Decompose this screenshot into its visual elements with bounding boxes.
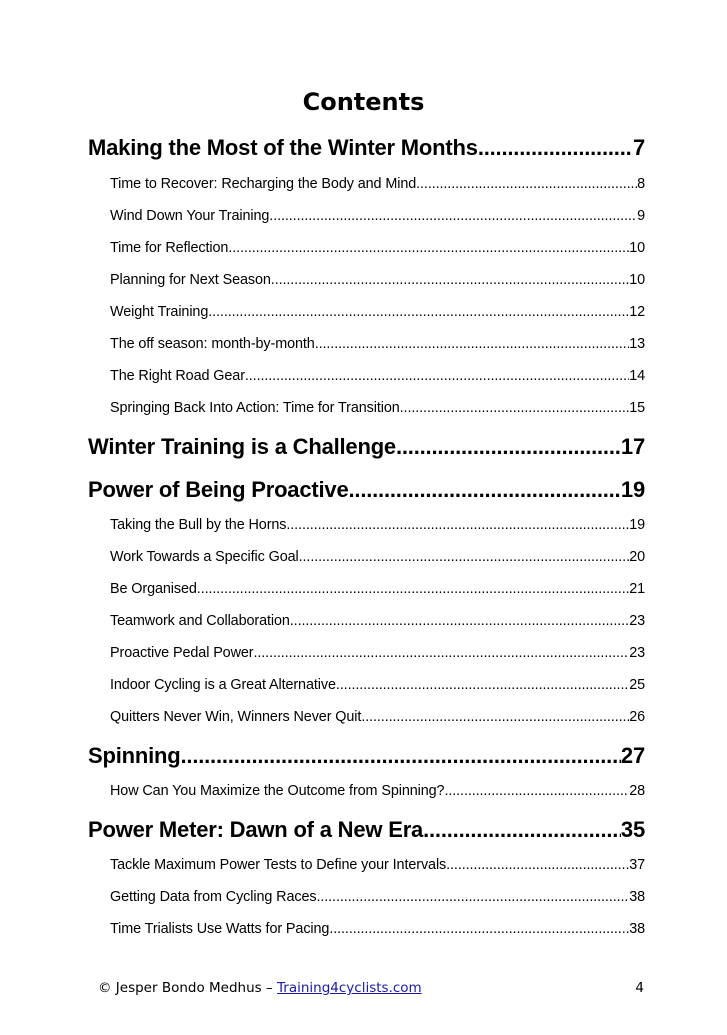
toc-section-entry[interactable] (110, 856, 645, 874)
toc-page-number: 23 (629, 645, 645, 661)
toc-page-number: 38 (629, 921, 645, 937)
toc-section-entry[interactable] (110, 920, 645, 938)
toc-entry-title: Springing Back Into Action: Time for Transition (110, 400, 400, 416)
toc-page-number: 19 (629, 517, 645, 533)
toc-chapter-entry[interactable] (88, 816, 645, 844)
toc-page-number: 35 (620, 817, 645, 842)
toc-entry-title: Power of Being Proactive (88, 477, 349, 502)
toc-page-number: 10 (629, 272, 645, 288)
toc-section-entry[interactable] (110, 516, 645, 534)
page-number: 4 (635, 980, 644, 996)
toc-section-entry[interactable] (110, 367, 645, 385)
toc-entry-title: Power Meter: Dawn of a New Era (88, 817, 424, 842)
toc-entry-title: Weight Training (110, 304, 209, 320)
toc-entry-title: Taking the Bull by the Horns (110, 517, 287, 533)
toc-dot-leader (245, 367, 629, 385)
toc-entry-title: Planning for Next Season (110, 272, 271, 288)
toc-section-entry[interactable] (110, 782, 645, 800)
toc-chapter-entry[interactable] (88, 476, 645, 504)
toc-section-entry[interactable] (110, 335, 645, 353)
toc-chapter-entry[interactable] (88, 134, 645, 162)
toc-page-number: 13 (629, 336, 645, 352)
toc-entry-title: Winter Training is a Challenge (88, 434, 396, 459)
toc-page-number: 7 (632, 135, 645, 160)
toc-chapter-entry[interactable] (88, 433, 645, 461)
toc-entry-title: Getting Data from Cycling Races (110, 889, 317, 905)
toc-section-entry[interactable] (110, 399, 645, 417)
toc-section-entry[interactable] (110, 644, 645, 662)
toc-entry-title: Time to Recover: Recharging the Body and Mind (110, 176, 417, 192)
toc-dot-leader (299, 548, 630, 566)
toc-section-entry[interactable] (110, 175, 645, 193)
toc-page-number: 19 (620, 477, 645, 502)
toc-entry-title: Wind Down Your Training (110, 208, 270, 224)
toc-section-entry[interactable] (110, 548, 645, 566)
toc-entry-title: Tackle Maximum Power Tests to Define your Intervals (110, 857, 447, 873)
toc-section-entry[interactable] (110, 708, 645, 726)
toc-page-number: 21 (629, 581, 645, 597)
toc-section-entry[interactable] (110, 612, 645, 630)
toc-dot-leader (197, 580, 629, 598)
toc-page-number: 10 (629, 240, 645, 256)
toc-section-entry[interactable] (110, 676, 645, 694)
toc-dot-leader (446, 856, 629, 874)
toc-dot-leader (269, 207, 637, 225)
toc-dot-leader (478, 134, 633, 162)
toc-dot-leader (181, 742, 621, 770)
toc-section-entry[interactable] (110, 303, 645, 321)
toc-entry-title: Proactive Pedal Power (110, 645, 254, 661)
toc-dot-leader (315, 335, 629, 353)
toc-entry-title: Indoor Cycling is a Great Alternative (110, 677, 336, 693)
toc-dot-leader (349, 476, 621, 504)
toc-dot-leader (271, 271, 629, 289)
toc-entry-title: Be Organised (110, 581, 197, 597)
toc-entry-title: Time Trialists Use Watts for Pacing (110, 921, 330, 937)
toc-section-entry[interactable] (110, 580, 645, 598)
toc-entry-title: Time for Reflection (110, 240, 229, 256)
toc-dot-leader (228, 239, 629, 257)
toc-page-number: 25 (629, 677, 645, 693)
toc-section-entry[interactable] (110, 239, 645, 257)
copyright-text: © Jesper Bondo Medhus – (98, 980, 278, 996)
toc-dot-leader (444, 782, 629, 800)
page-title: Contents (302, 88, 425, 116)
toc-page-number: 14 (629, 368, 645, 384)
toc-page-number: 23 (629, 613, 645, 629)
toc-page-number: 37 (629, 857, 645, 873)
toc-page-number: 12 (629, 304, 645, 320)
toc-section-entry[interactable] (110, 888, 645, 906)
toc-page-number: 26 (629, 709, 645, 725)
toc-page-number: 9 (637, 208, 645, 224)
website-link[interactable]: Training4cyclists.com (277, 980, 422, 996)
toc-entry-title: The off season: month-by-month (110, 336, 315, 352)
toc-entry-title: Spinning (88, 743, 181, 768)
toc-dot-leader (336, 676, 629, 694)
toc-entry-title: Teamwork and Collaboration (110, 613, 290, 629)
footer-credit (98, 979, 422, 997)
page-footer (98, 979, 644, 997)
toc-dot-leader (290, 612, 629, 630)
toc-page-number: 17 (620, 434, 645, 459)
toc-chapter-entry[interactable] (88, 742, 645, 770)
toc-page-number: 20 (629, 549, 645, 565)
toc-page-number: 15 (629, 400, 645, 416)
toc-entry-title: Work Towards a Specific Goal (110, 549, 299, 565)
toc-entry-title: How Can You Maximize the Outcome from Spinning? (110, 783, 445, 799)
toc-page-number: 38 (629, 889, 645, 905)
toc-entry-title: Quitters Never Win, Winners Never Quit (110, 709, 362, 725)
toc-entry-title: The Right Road Gear (110, 368, 245, 384)
toc-dot-leader (316, 888, 629, 906)
toc-dot-leader (208, 303, 629, 321)
toc-dot-leader (416, 175, 637, 193)
toc-dot-leader (423, 816, 621, 844)
toc-page-number: 8 (637, 176, 645, 192)
toc-dot-leader (286, 516, 629, 534)
toc-section-entry[interactable] (110, 207, 645, 225)
toc-page-number: 28 (629, 783, 645, 799)
toc-dot-leader (253, 644, 629, 662)
toc-dot-leader (400, 399, 630, 417)
toc-entry-title: Making the Most of the Winter Months (88, 135, 478, 160)
toc-section-entry[interactable] (110, 271, 645, 289)
toc-page-number: 27 (620, 743, 645, 768)
toc-dot-leader (396, 433, 621, 461)
toc-dot-leader (329, 920, 629, 938)
toc-dot-leader (361, 708, 629, 726)
